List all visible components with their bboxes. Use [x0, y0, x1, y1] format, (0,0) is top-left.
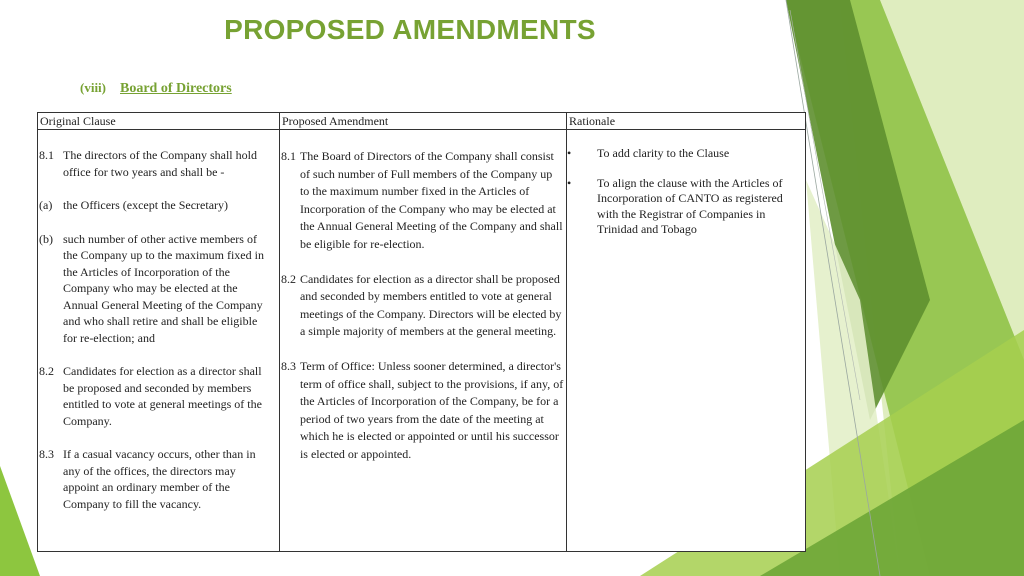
- clause-text: The directors of the Company shall hold office for two years and shall be -: [63, 148, 257, 179]
- original-item: [39, 197, 273, 214]
- clause-number: (b): [39, 231, 53, 246]
- header-proposed-amendment: Proposed Amendment: [279, 113, 566, 130]
- amendments-table: [37, 112, 806, 552]
- header-rationale: Rationale: [567, 113, 806, 130]
- proposed-amendment-cell: [279, 130, 566, 552]
- clause-number: 8.1: [39, 148, 54, 162]
- bullet-icon: •: [567, 146, 572, 160]
- table-row: [38, 130, 806, 552]
- rationale-item: [567, 176, 801, 238]
- clause-text: Candidates for election as a director shall be proposed and seconded by members entitled to vote at general meetings of the Company.: [63, 364, 262, 428]
- clause-number: 8.2: [39, 364, 54, 378]
- section-label: Board of Directors: [120, 81, 232, 96]
- clause-text: Candidates for election as a director shall be proposed and seconded by members entitled to vote at general meetings of the Company. Directors will be elected by a simple majority of members at the general meeting.: [299, 271, 562, 339]
- bullet-icon: •: [567, 175, 572, 190]
- clause-text: the Officers (except the Secretary): [63, 198, 229, 212]
- proposed-item: [281, 148, 564, 254]
- clause-text: The Board of Directors of the Company shall consist of such number of Full members of the Company up to the maximum number fixed in the Articles of Incorporation of the Company who may be elected at the Annual General Meeting of the Company and shall be eligible for re-election.: [299, 149, 563, 251]
- clause-number: 8.2: [280, 271, 296, 286]
- rationale-text: To align the clause with the Articles of Incorporation of CANTO as registered with the Registrar of Companies in Trinidad and Tobago: [597, 175, 783, 236]
- section-heading: [80, 80, 232, 97]
- original-item: [39, 363, 273, 429]
- clause-number: 8.3: [39, 447, 54, 461]
- clause-number: 8.1: [280, 149, 296, 163]
- table-header-row: [38, 113, 806, 130]
- proposed-item: [281, 358, 564, 464]
- clause-number: (a): [39, 198, 53, 212]
- rationale-cell: [567, 130, 806, 552]
- section-number: (viii): [80, 80, 106, 95]
- rationale-item: [567, 146, 801, 162]
- original-item: [39, 446, 273, 512]
- clause-text: such number of other active members of the Company up to the maximum fixed in the Articles of Incorporation of the Company who may be elected at the Annual General Meeting of the Company and who shall retire and shall be eligible for re-election; and: [63, 231, 264, 345]
- clause-text: If a casual vacancy occurs, other than in any of the offices, the directors may appoint an ordinary member of the Company to fill the vacancy.: [63, 447, 256, 511]
- proposed-item: [281, 271, 564, 341]
- header-original-clause: Original Clause: [38, 113, 280, 130]
- original-clause-cell: [38, 130, 280, 552]
- rationale-text: To add clarity to the Clause: [597, 146, 730, 160]
- page-title: PROPOSED AMENDMENTS: [224, 14, 596, 45]
- clause-text: Term of Office: Unless sooner determined, a director's term of office shall, subject to the provisions, if any, of the Articles of Incorporation of the Company, be for a period of two years from the date of the meeting at which he is elected or appointed or until his successor is elected or appointed.: [299, 358, 564, 461]
- clause-number: 8.3: [280, 358, 296, 373]
- original-item: [39, 147, 273, 180]
- original-item: [39, 231, 273, 347]
- left-corner-triangle: [0, 466, 40, 576]
